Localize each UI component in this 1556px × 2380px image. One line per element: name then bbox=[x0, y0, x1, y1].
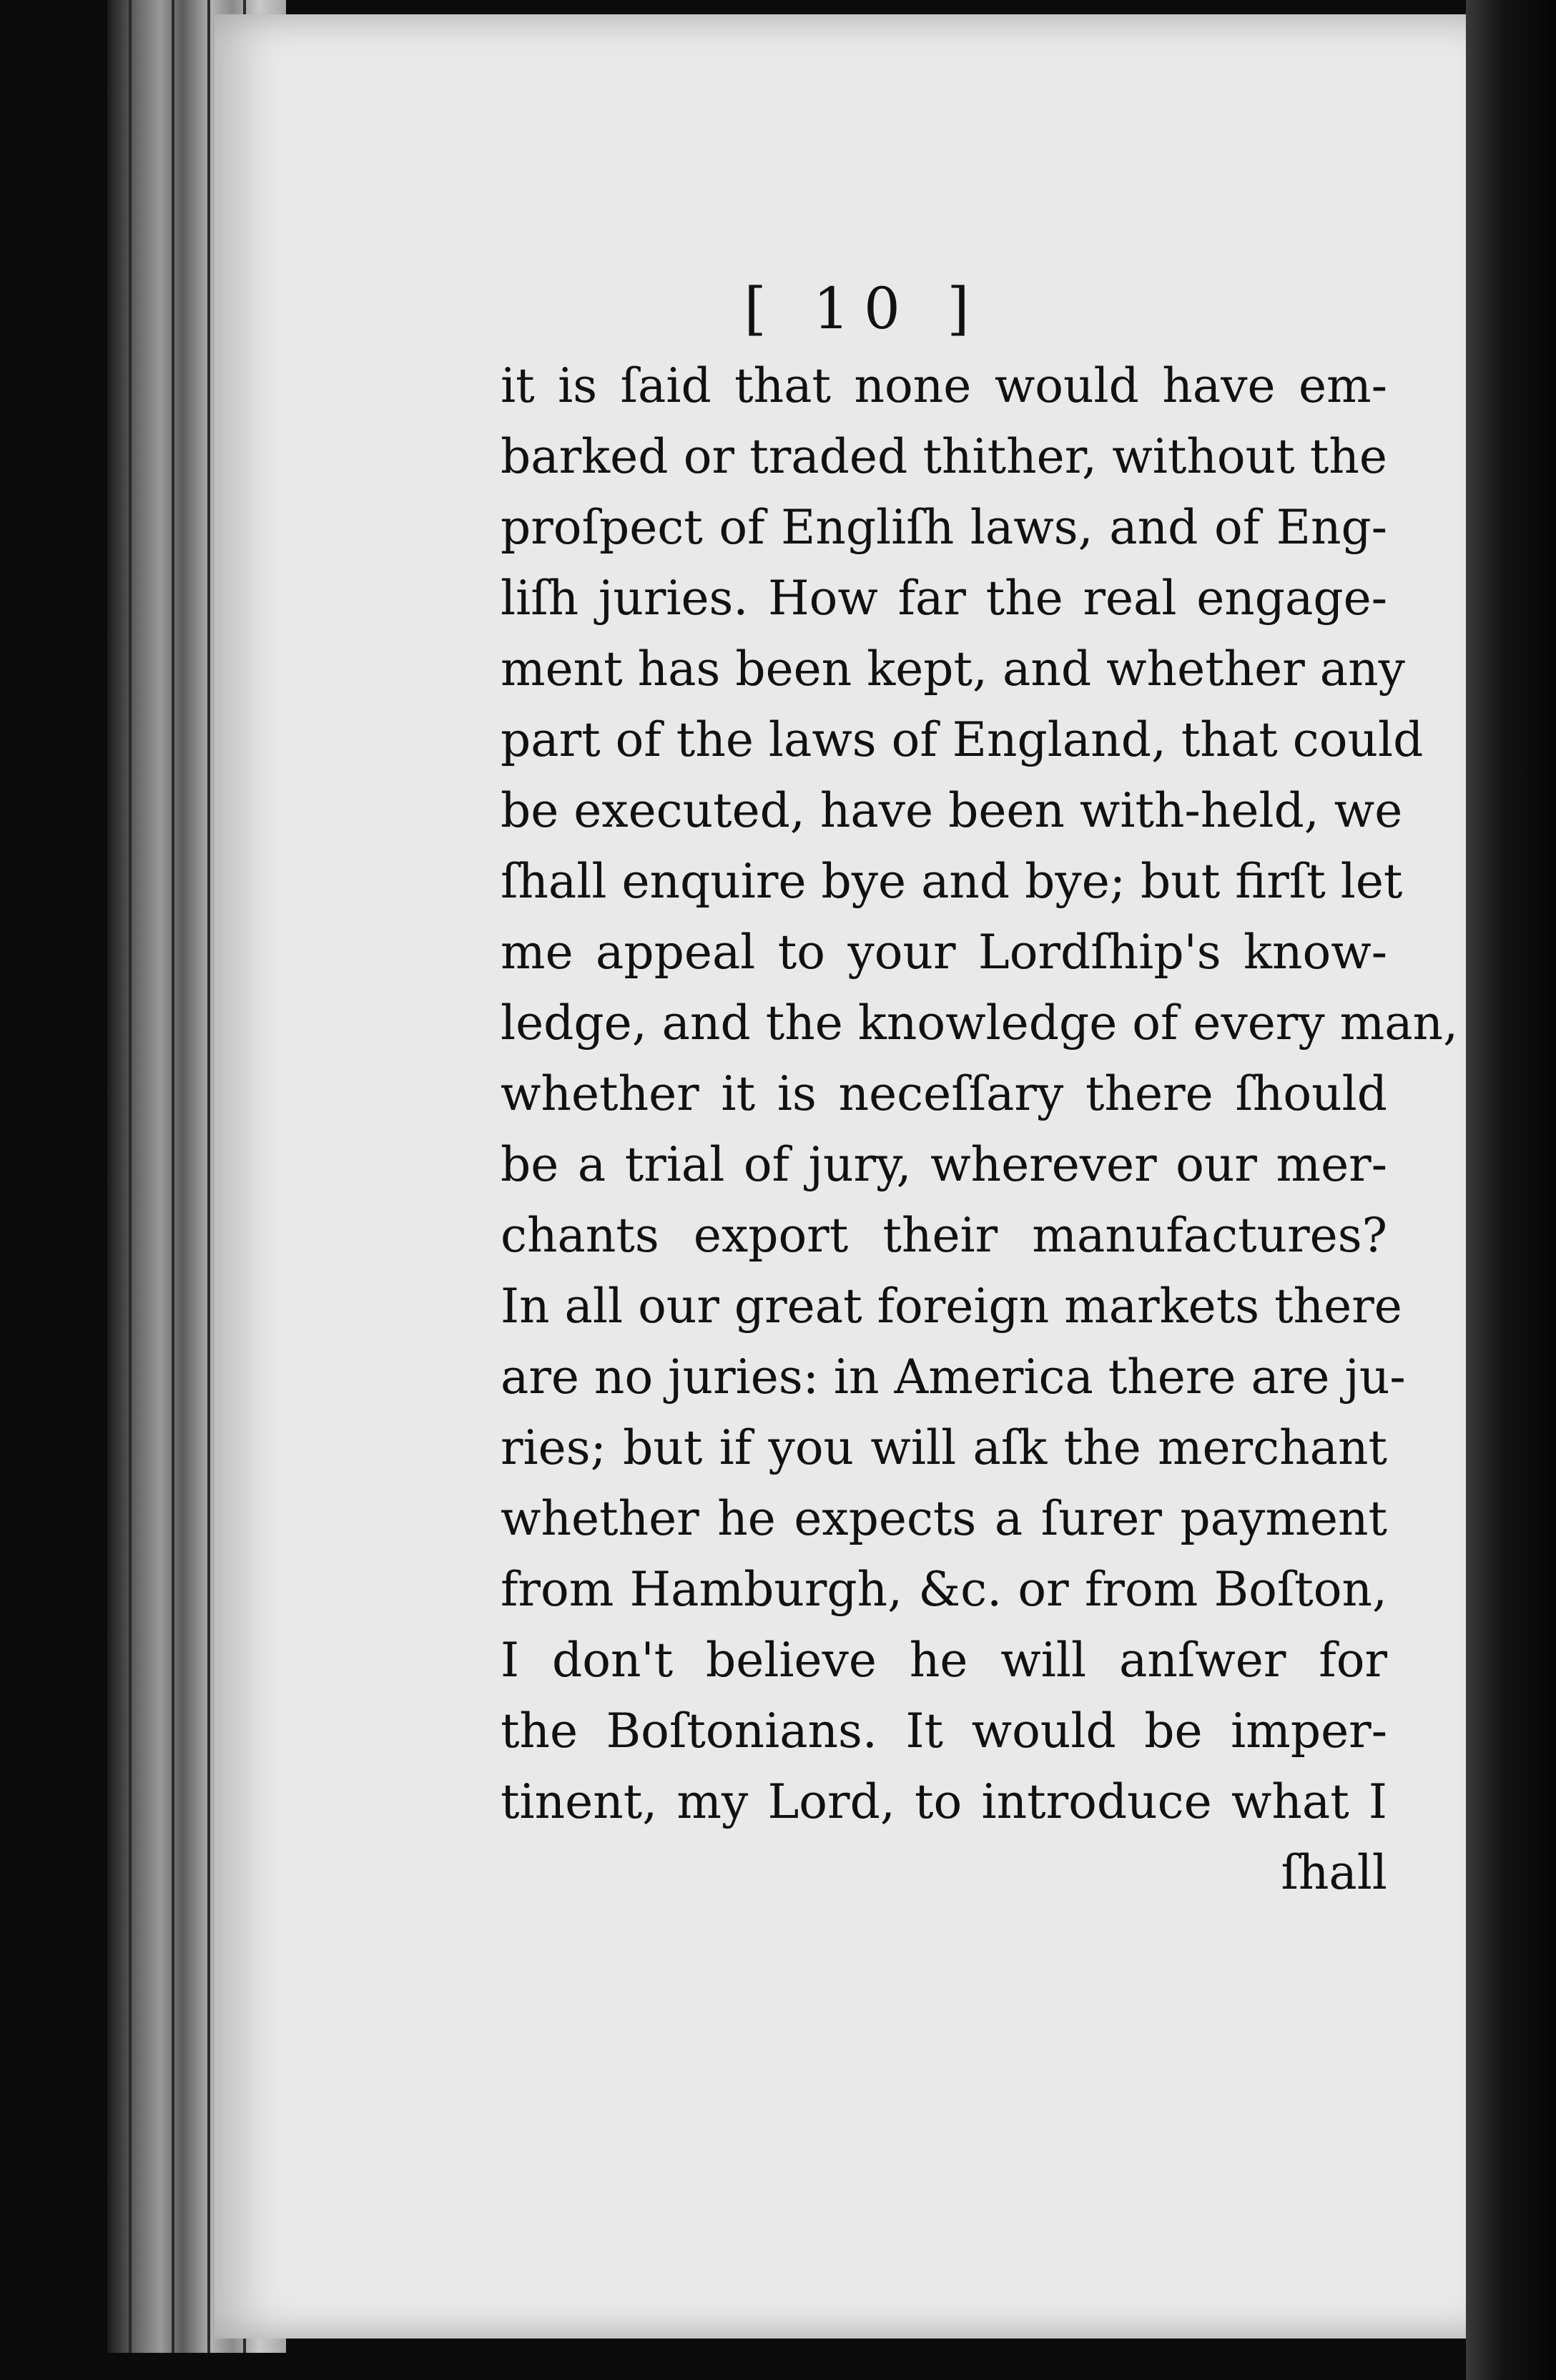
catchword: ſhall bbox=[1281, 1845, 1387, 1900]
text-line: it is ſaid that none would have em- bbox=[501, 358, 1387, 413]
text-line: me appeal to your Lordſhip's know- bbox=[501, 925, 1387, 980]
page-edge-line bbox=[172, 0, 174, 2353]
body-text bbox=[501, 350, 1459, 1908]
text-line: be executed, have been with-held, we bbox=[501, 783, 1403, 838]
text-line: chants export their manufactures? bbox=[501, 1208, 1387, 1263]
text-line: barked or traded thither, without the bbox=[501, 429, 1387, 484]
text-line: proſpect of Engliſh laws, and of Eng- bbox=[501, 500, 1387, 555]
text-line: be a trial of jury, wherever our mer- bbox=[501, 1137, 1387, 1192]
text-line: ries; but if you will aſk the merchant bbox=[501, 1420, 1387, 1475]
text-line: part of the laws of England, that could bbox=[501, 712, 1424, 767]
page-edge-line bbox=[207, 0, 210, 2353]
text-line: I don't believe he will anſwer for bbox=[501, 1633, 1387, 1688]
page-number: [ 10 ] bbox=[744, 275, 984, 342]
text-line: ſhall enquire bye and bye; but firſt let bbox=[501, 854, 1403, 909]
text-line: liſh juries. How far the real engage- bbox=[501, 571, 1387, 626]
text-line: whether he expects a ſurer payment bbox=[501, 1491, 1387, 1546]
text-line: tinent, my Lord, to introduce what I bbox=[501, 1774, 1387, 1829]
text-line: are no juries: in America there are ju- bbox=[501, 1349, 1406, 1405]
text-line: In all our great foreign markets there bbox=[501, 1279, 1402, 1334]
text-line: the Boſtonians. It would be imper- bbox=[501, 1703, 1387, 1759]
text-line: whether it is neceſſary there ſhould bbox=[501, 1066, 1387, 1121]
text-line: ment has been kept, and whether any bbox=[501, 641, 1405, 697]
right-gutter bbox=[1466, 0, 1556, 2380]
text-line: ledge, and the knowledge of every man, bbox=[501, 995, 1459, 1051]
page-edge-line bbox=[129, 0, 132, 2353]
text-line: from Hamburgh, &c. or from Boſton, bbox=[501, 1562, 1387, 1617]
